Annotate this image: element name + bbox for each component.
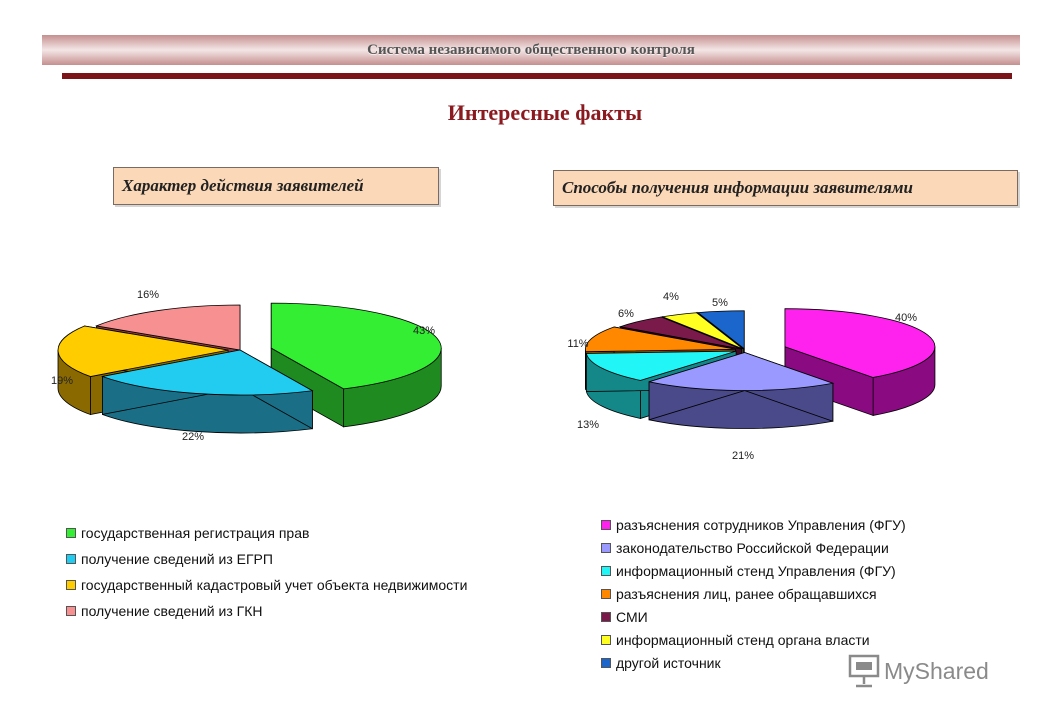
- legend-item-1-3: [601, 582, 906, 605]
- legend-label: законодательство Российской Федерации: [616, 539, 889, 556]
- pie-label-1-6: 5%: [712, 297, 728, 309]
- pie-label-0-2: 19%: [50, 375, 74, 387]
- legend-label: разъяснения сотрудников Управления (ФГУ): [616, 516, 906, 533]
- legend-item-0-1: [66, 546, 467, 572]
- legend-label: информационный стенд органа власти: [616, 631, 870, 648]
- legend-item-0-2: [66, 572, 467, 598]
- legend-right: [601, 513, 906, 674]
- pie-label-0-3: 16%: [136, 289, 160, 301]
- legend-item-0-0: [66, 520, 467, 546]
- pie-label-1-0: 40%: [894, 312, 918, 324]
- legend-swatch: [601, 520, 611, 530]
- pie-label-0-1: 22%: [181, 431, 205, 443]
- legend-item-1-4: [601, 605, 906, 628]
- legend-swatch: [66, 554, 76, 564]
- page-title: Интересные факты: [447, 100, 643, 125]
- watermark: [848, 654, 989, 688]
- pie-chart-left: [40, 270, 480, 470]
- legend-item-1-2: [601, 559, 906, 582]
- pie-label-0-0: 43%: [412, 325, 436, 337]
- legend-swatch: [601, 566, 611, 576]
- top-banner: [42, 35, 1020, 65]
- legend-left: [66, 520, 467, 624]
- caption-left: [113, 167, 439, 205]
- legend-label: получение сведений из ГКН: [81, 603, 263, 619]
- banner-text: Система независимого общественного контроля: [367, 41, 695, 58]
- legend-swatch: [601, 612, 611, 622]
- legend-label: информационный стенд Управления (ФГУ): [616, 562, 896, 579]
- legend-item-1-0: [601, 513, 906, 536]
- legend-label: получение сведений из ЕГРП: [81, 551, 273, 567]
- legend-swatch: [66, 528, 76, 538]
- pie-label-1-5: 4%: [663, 291, 679, 303]
- legend-swatch: [601, 635, 611, 645]
- pie-label-1-3: 11%: [567, 338, 589, 350]
- legend-item-1-1: [601, 536, 906, 559]
- legend-swatch: [601, 589, 611, 599]
- legend-item-1-5: [601, 628, 906, 651]
- legend-label: государственный кадастровый учет объекта недвижимости: [81, 577, 468, 593]
- legend-swatch: [66, 580, 76, 590]
- caption-right-text: Способы получения информации заявителями: [562, 178, 914, 197]
- caption-right: [553, 170, 1018, 206]
- legend-label: разъяснения лиц, ранее обращавшихся: [616, 585, 877, 602]
- pie-chart-right: [540, 270, 960, 470]
- watermark-text: MyShared: [884, 657, 989, 684]
- header-rule: [62, 73, 1012, 79]
- caption-left-text: Характер действия заявителей: [122, 176, 364, 195]
- pie-label-1-1: 21%: [731, 450, 755, 462]
- legend-swatch: [601, 658, 611, 668]
- presentation-icon: [848, 654, 880, 688]
- legend-label: другой источник: [616, 654, 721, 671]
- pie-label-1-2: 13%: [576, 419, 600, 431]
- pie-label-1-4: 6%: [618, 308, 634, 320]
- legend-item-0-3: [66, 598, 467, 624]
- legend-swatch: [66, 606, 76, 616]
- legend-swatch: [601, 543, 611, 553]
- legend-label: государственная регистрация прав: [81, 525, 310, 541]
- legend-label: СМИ: [616, 608, 648, 625]
